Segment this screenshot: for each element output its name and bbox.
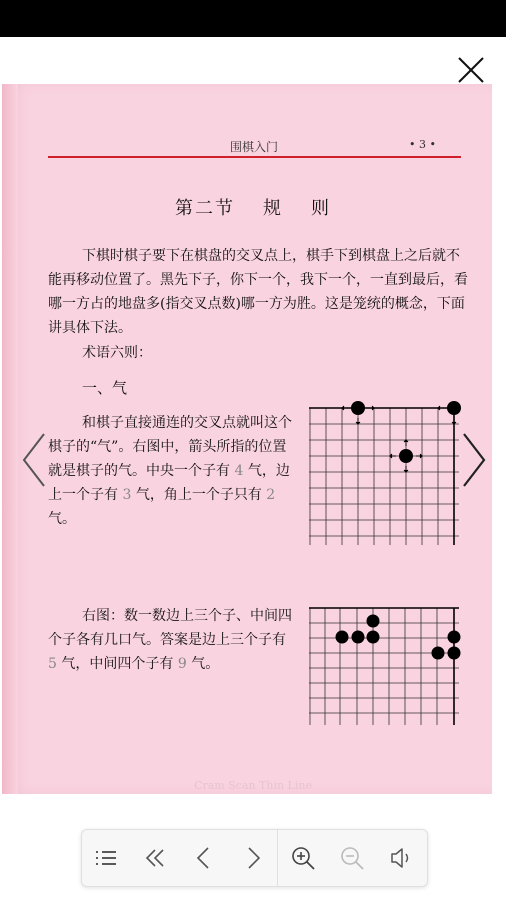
- toolbar-divider: [277, 830, 278, 886]
- chevron-right-icon: [237, 842, 269, 874]
- previous-page-arrow[interactable]: [18, 430, 50, 490]
- count-num-center: 9: [177, 656, 187, 672]
- stone-group-center: [336, 631, 349, 644]
- qi-text-b: 气，边上一个子有: [48, 463, 290, 503]
- qi-paragraph: [48, 411, 296, 531]
- zoom-in-icon: [287, 842, 319, 874]
- zoom-out-button[interactable]: [336, 842, 368, 874]
- read-aloud-button[interactable]: [385, 842, 417, 874]
- qi-text-a: 和棋子直接通连的交叉点就叫这个棋子的“气”。右图中，箭头所指的位置就是棋子的气。中央一个子有: [48, 415, 292, 479]
- stone-corner: [447, 401, 461, 415]
- chevron-left-icon: [188, 842, 220, 874]
- subsection-heading: 一、气: [82, 379, 128, 397]
- next-page-arrow[interactable]: [458, 430, 490, 490]
- page-number: • 3 •: [409, 138, 436, 151]
- table-of-contents-button[interactable]: [90, 842, 122, 874]
- zoom-out-icon: [336, 842, 368, 874]
- qi-text-d: 气。: [48, 511, 76, 527]
- chevron-left-icon: [18, 430, 50, 490]
- zoom-in-button[interactable]: [287, 842, 319, 874]
- reader-toolbar: [81, 829, 428, 887]
- section-title-word1: 规: [263, 198, 283, 219]
- qi-text-c: 气，角上一个子只有: [131, 487, 267, 503]
- count-text-c: 气。: [186, 656, 220, 672]
- count-num-edge: 5: [48, 656, 57, 672]
- go-board-counting: [304, 600, 464, 728]
- stone-center: [399, 449, 413, 463]
- next-page-button[interactable]: [237, 842, 269, 874]
- go-board-liberties: [304, 400, 464, 545]
- speaker-icon: [385, 842, 417, 874]
- count-text-a: 右图：数一数边上三个子、中间四个子各有几口气。答案是边上三个子有: [48, 608, 292, 648]
- stone-group-edge: [448, 647, 461, 660]
- count-paragraph: [48, 604, 296, 676]
- section-title-number: 第二节: [175, 198, 235, 219]
- qi-num-corner: 2: [266, 487, 276, 503]
- running-head: [48, 132, 460, 156]
- stone-group-edge: [432, 647, 445, 660]
- terms-heading: 术语六则：: [82, 345, 152, 361]
- stone-group-edge: [448, 631, 461, 644]
- stone-group-center: [352, 631, 365, 644]
- page-fold-shadow: [2, 84, 18, 794]
- first-page-button[interactable]: [139, 842, 171, 874]
- qi-num-center: 4: [234, 463, 244, 479]
- stone-group-center: [367, 631, 380, 644]
- chevron-right-icon: [458, 430, 490, 490]
- previous-page-button[interactable]: [188, 842, 220, 874]
- section-title-word2: 则: [311, 198, 331, 219]
- double-chevron-left-icon: [139, 842, 171, 874]
- list-icon: [90, 842, 122, 874]
- stone-edge: [351, 401, 365, 415]
- qi-num-edge: 3: [122, 487, 132, 503]
- running-head-title: 围棋入门: [229, 140, 278, 154]
- status-bar: [0, 0, 506, 37]
- page-watermark: Cram Scan Thin Line: [194, 779, 312, 792]
- stone-group-center: [367, 615, 380, 628]
- count-text-b: 气，中间四个子有: [56, 656, 178, 672]
- intro-paragraph: 下棋时棋子要下在棋盘的交叉点上，棋手下到棋盘上之后就不能再移动位置了。黑先下子，你下一个，我下一个，一直到最后，看哪一方占的地盘多(指交叉点数)哪一方为胜。这是笼统的概念，下面讲具体下法。: [48, 248, 468, 336]
- header-rule: [48, 156, 461, 158]
- section-title: [0, 194, 506, 220]
